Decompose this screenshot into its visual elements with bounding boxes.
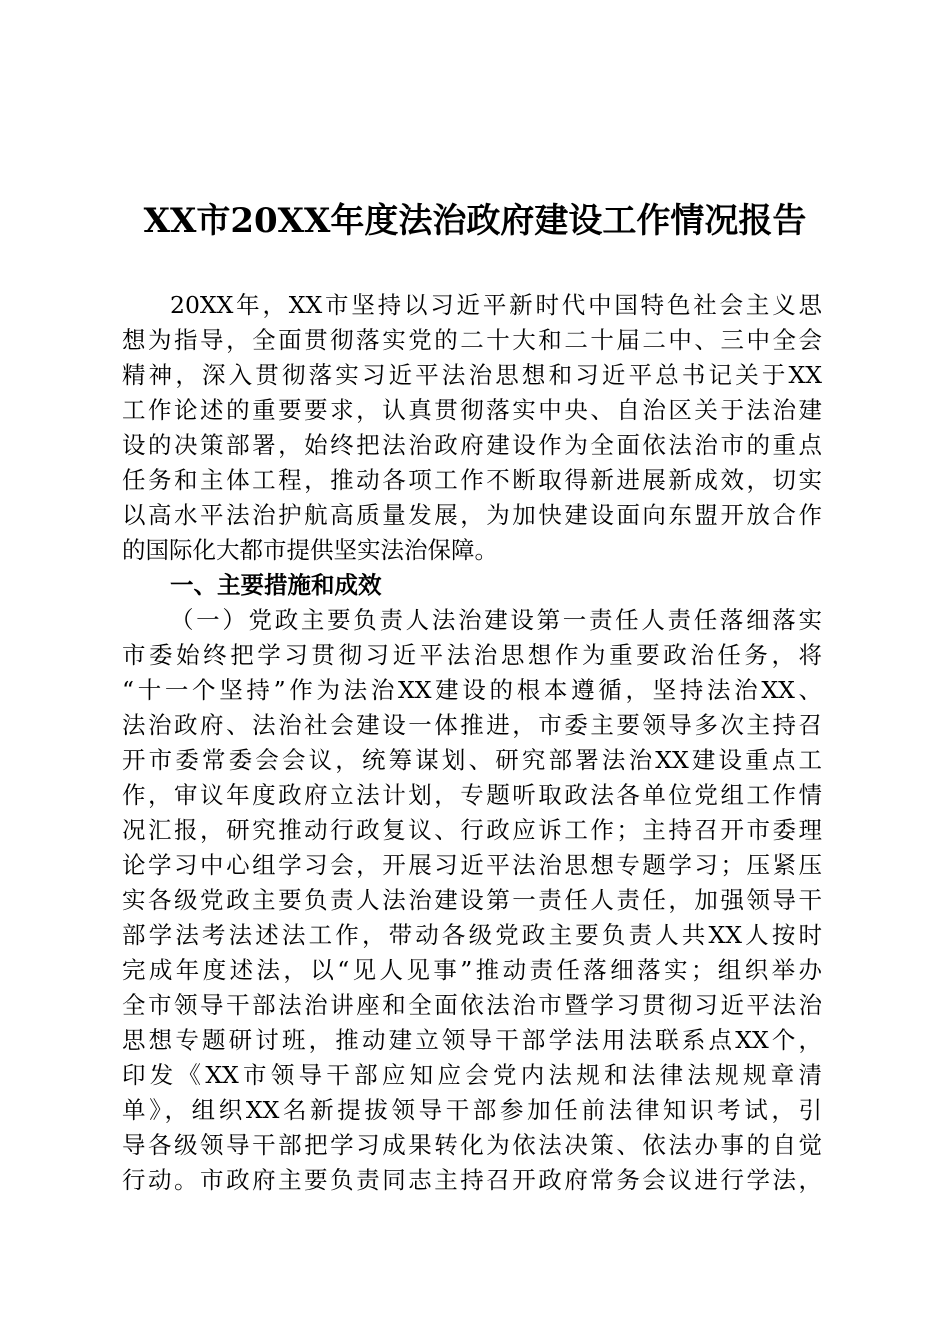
paragraph-line: 任务和主体工程，推动各项工作不断取得新进展新成效，切实	[122, 466, 822, 494]
paragraph-line: 20XX年，XX市坚持以习近平新时代中国特色社会主义思	[170, 291, 822, 319]
subsection-heading: （一）党政主要负责人法治建设第一责任人责任落细落实	[170, 606, 822, 634]
paragraph-line: 行动。市政府主要负责同志主持召开政府常务会议进行学法，	[122, 1166, 822, 1194]
paragraph-line: 的国际化大都市提供坚实法治保障。	[122, 536, 498, 564]
paragraph-line: 况汇报，研究推动行政复议、行政应诉工作；主持召开市委理	[122, 816, 822, 844]
paragraph-line: “十一个坚持”作为法治XX建设的根本遵循，坚持法治XX、	[122, 676, 822, 704]
paragraph-line: 单》，组织XX名新提拔领导干部参加任前法律知识考试，引	[122, 1096, 822, 1124]
section-heading: 一、主要措施和成效	[170, 571, 382, 599]
paragraph-line: 思想专题研讨班，推动建立领导干部学法用法联系点XX个，	[122, 1026, 822, 1054]
document-body	[122, 288, 822, 1198]
paragraph-line: 完成年度述法，以“见人见事”推动责任落细落实；组织举办	[122, 956, 822, 984]
paragraph-line: 以高水平法治护航高质量发展，为加快建设面向东盟开放合作	[122, 501, 822, 529]
document-title: XX市20XX年度法治政府建设工作情况报告	[143, 201, 807, 241]
paragraph-line: 精神，深入贯彻落实习近平法治思想和习近平总书记关于XX	[122, 361, 822, 389]
paragraph-line: 论学习中心组学习会，开展习近平法治思想专题学习；压紧压	[122, 851, 822, 879]
paragraph-line: 全市领导干部法治讲座和全面依法治市暨学习贯彻习近平法治	[122, 991, 822, 1019]
paragraph-line: 开市委常委会会议，统筹谋划、研究部署法治XX建设重点工	[122, 746, 822, 774]
paragraph-line: 实各级党政主要负责人法治建设第一责任人责任，加强领导干	[122, 886, 822, 914]
paragraph-line: 导各级领导干部把学习成果转化为依法决策、依法办事的自觉	[122, 1131, 822, 1159]
paragraph-line: 工作论述的重要要求，认真贯彻落实中央、自治区关于法治建	[122, 396, 822, 424]
paragraph-line: 部学法考法述法工作，带动各级党政主要负责人共XX人按时	[122, 921, 822, 949]
paragraph-line: 想为指导，全面贯彻落实党的二十大和二十届二中、三中全会	[122, 326, 822, 354]
paragraph-line: 市委始终把学习贯彻习近平法治思想作为重要政治任务，将	[122, 641, 822, 669]
paragraph-line: 作，审议年度政府立法计划，专题听取政法各单位党组工作情	[122, 781, 822, 809]
paragraph-line: 设的决策部署，始终把法治政府建设作为全面依法治市的重点	[122, 431, 822, 459]
paragraph-line: 法治政府、法治社会建设一体推进，市委主要领导多次主持召	[122, 711, 822, 739]
paragraph-line: 印发《XX市领导干部应知应会党内法规和法律法规规章清	[122, 1061, 822, 1089]
